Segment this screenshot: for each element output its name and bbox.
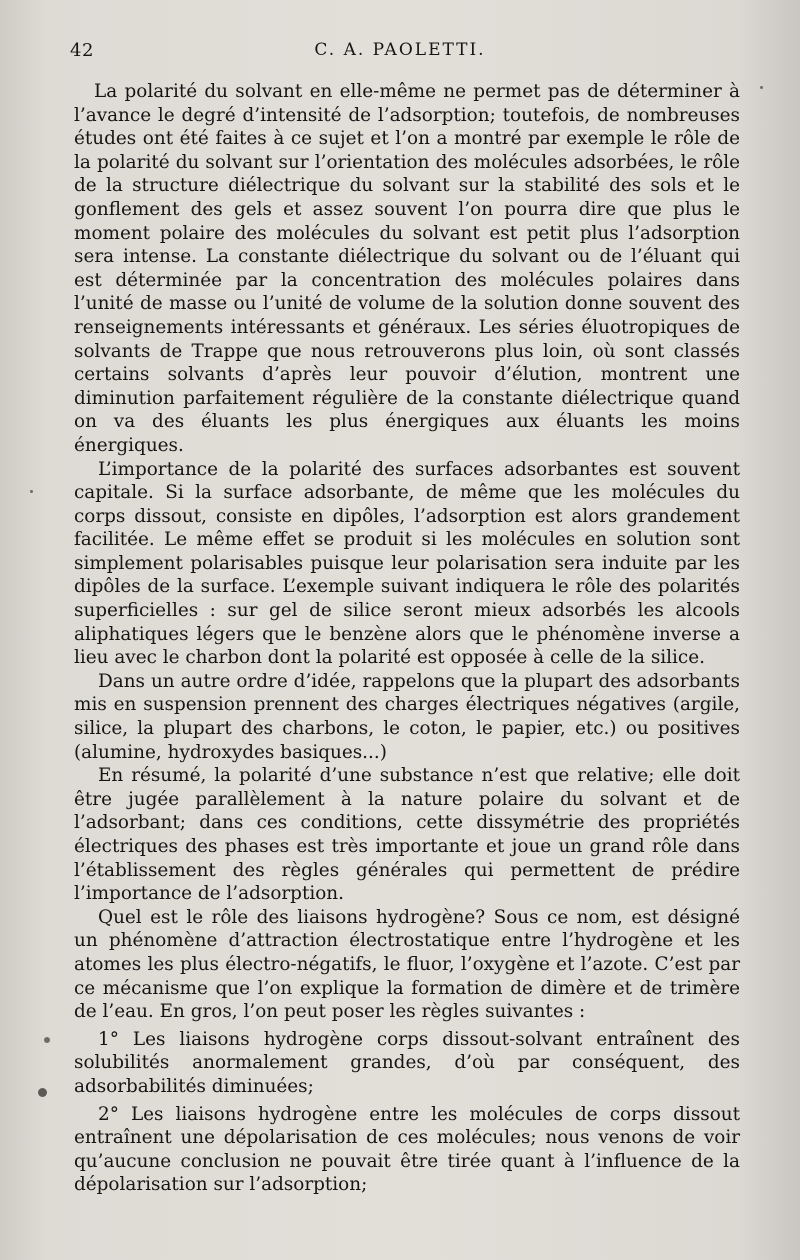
paragraph: Dans un autre ordre d’idée, rappelons que la plupart des adsorbants mis en suspension prennent des charges électriques négatives (argile, silice, la plupart des charbons, le coton, le papier, etc.) ou positives (alumine, hydroxydes basiques...) bbox=[74, 670, 740, 763]
rule-item: 1° Les liaisons hydrogène corps dissout-solvant entraînent des solubilités anormalement grandes, d’où par conséquent, des adsorbabilités diminuées; bbox=[74, 1028, 740, 1097]
paper-speck bbox=[44, 1037, 50, 1043]
paper-speck bbox=[30, 490, 33, 493]
paragraph: L’importance de la polarité des surfaces adsorbantes est souvent capitale. Si la surface adsorbante, de même que les molécules du corps dissout, consiste en dipôles, l’adsorption est alors grandement facilitée. Le même effet se produit si les molécules en solution sont simplement polarisables puisque leur polarisation sera induite par les dipôles de la surface. L’exemple suivant indiquera le rôle des polarités superficielles : sur gel de silice seront mieux adsorbés les alcools aliphatiques légers que le benzène alors que le phénomène inverse a lieu avec le charbon dont la polarité est opposée à celle de la silice. bbox=[74, 458, 740, 669]
page-number: 42 bbox=[70, 40, 94, 61]
paragraph: En résumé, la polarité d’une substance n’est que relative; elle doit être jugée parallèlement à la nature polaire du solvant et de l’adsorbant; dans ces conditions, cette dissymétrie des propriétés électriques des phases est très importante et joue un grand rôle dans l’établissement des règles générales qui permettent de prédire l’importance de l’adsorption. bbox=[74, 765, 740, 905]
page-header bbox=[70, 40, 730, 64]
running-head: C. A. PAOLETTI. bbox=[314, 40, 486, 60]
paper-speck bbox=[38, 1088, 47, 1097]
paragraph: Quel est le rôle des liaisons hydrogène? Sous ce nom, est désigné un phénomène d’attraction électrostatique entre l’hydrogène et les atomes les plus électro-négatifs, le fluor, l’oxygène et l’azote. C’est par ce mécanisme que l’on explique la formation de dimère et de trimère de l’eau. En gros, l’on peut poser les règles suivantes : bbox=[74, 906, 740, 1023]
paper-speck bbox=[760, 86, 763, 89]
body-text bbox=[74, 80, 740, 1197]
paragraph: La polarité du solvant en elle-même ne permet pas de déterminer à l’avance le degré d’intensité de l’adsorption; toutefois, de nombreuses études ont été faites à ce sujet et l’on a montré par exemple le rôle de la polarité du solvant sur l’orientation des molécules adsorbées, le rôle de la structure diélectrique du solvant sur la stabilité des sols et le gonflement des gels et assez souvent l’on pourra dire que plus le moment polaire des molécules du solvant est petit plus l’adsorption sera intense. La constante diélectrique du solvant ou de l’éluant qui est déterminée par la concentration des molécules polaires dans l’unité de masse ou l’unité de volume de la solution donne souvent des renseignements intéressants et généraux. Les séries éluotropiques de solvants de Trappe que nous retrouverons plus loin, où sont classés certains solvants d’après leur pouvoir d’élution, montrent une diminution parfaitement régulière de la constante diélectrique quand on va des éluants les plus énergiques aux éluants les moins énergiques. bbox=[74, 81, 740, 456]
rule-item: 2° Les liaisons hydrogène entre les molécules de corps dissout entraînent une dépolarisation de ces molécules; nous venons de voir qu’aucune conclusion ne pouvait être tirée quant à l’influence de la dépolarisation sur l’adsorption; bbox=[74, 1103, 740, 1196]
